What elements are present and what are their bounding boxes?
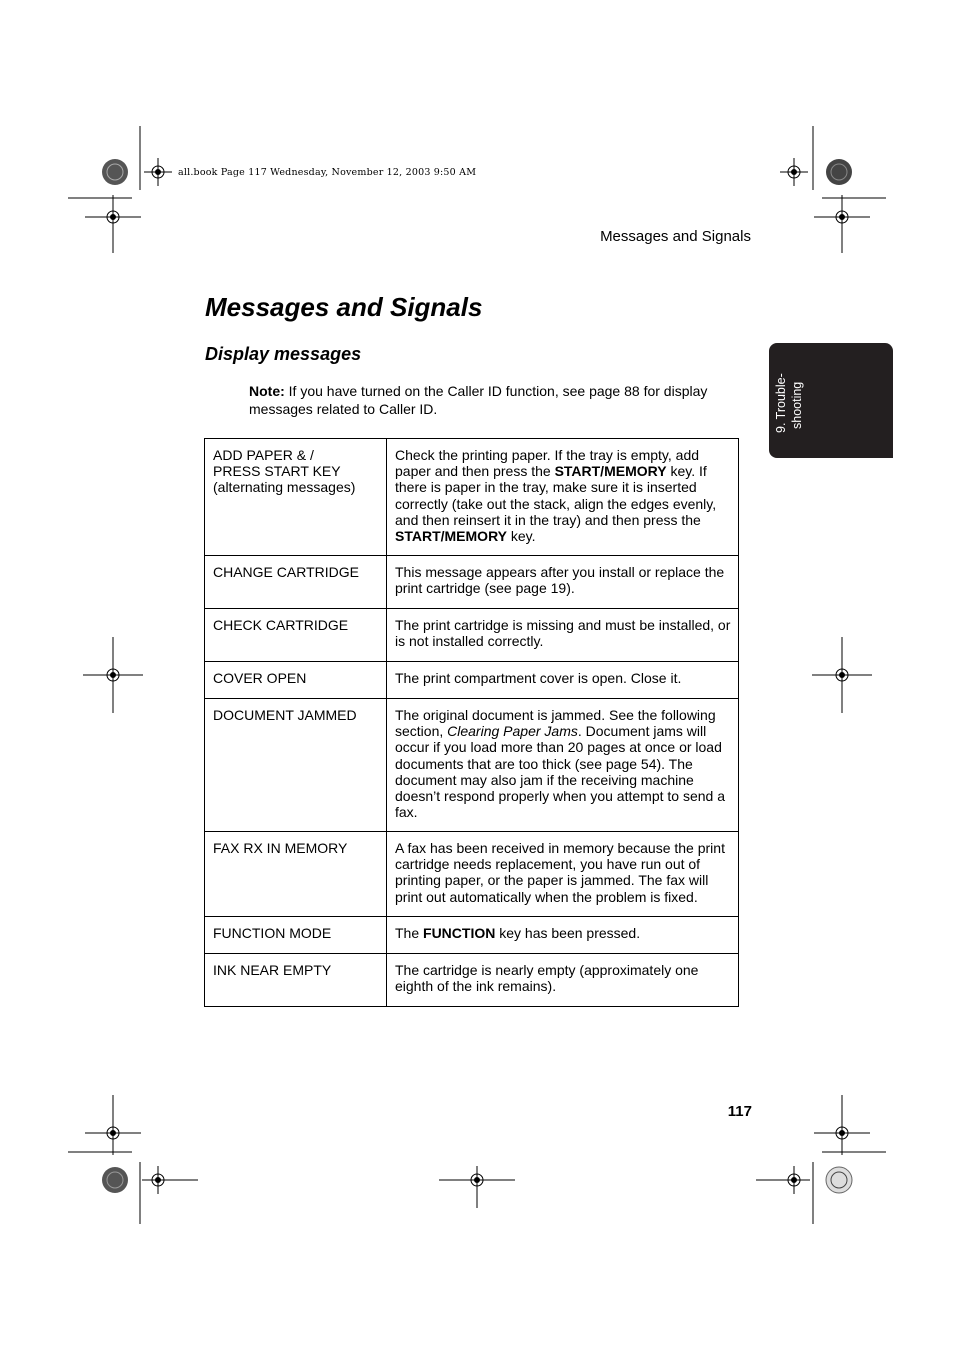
key-name: START/MEMORY [554,463,667,480]
message-line: INK NEAR EMPTY [213,962,332,978]
chapter-tab-line2: shooting [790,381,804,429]
description-text: key. [507,528,536,545]
chapter-tab-line1: 9. Trouble- [774,373,788,433]
description-cell [387,917,739,954]
description-text: The print cartridge is missing and must be installed, or is not installed correctly. [395,617,731,650]
description-text: The cartridge is nearly empty (approximately one eighth of the ink remains). [395,962,699,995]
key-name: FUNCTION [423,925,496,941]
table-row [205,662,739,699]
table-row [205,917,739,954]
display-messages-table [204,438,739,1007]
message-cell [205,439,387,556]
message-line: ADD PAPER & / [213,447,314,463]
message-cell [205,556,387,609]
description-cell [387,556,739,609]
message-line: FUNCTION MODE [213,925,332,941]
description-text: The [395,925,424,941]
note-paragraph [249,382,739,418]
message-cell [205,832,387,917]
message-cell [205,699,387,832]
page-title: Messages and Signals [205,292,483,322]
description-text: A fax has been received in memory because the print cartridge needs replacement, you have run out of printing paper, or the paper is jammed. The fax will print out automatically when the problem is fixed. [395,840,725,905]
description-text: The original document is jammed. See the following section, [395,707,716,740]
description-text: Check the printing paper. If the tray is empty, add paper and then press the [395,447,700,480]
table-row [205,954,739,1007]
message-line: DOCUMENT JAMMED [213,707,357,723]
table-row [205,556,739,609]
table-row [205,439,739,556]
description-cell [387,954,739,1007]
message-cell [205,917,387,954]
message-line: PRESS START KEY [213,463,341,480]
print-info-slug: all.book Page 117 Wednesday, November 12, 2003 9:50 AM [178,167,477,178]
description-text: key has been pressed. [495,925,641,941]
description-cell [387,662,739,699]
description-text: This message appears after you install or replace the print cartridge (see page 19). [395,564,725,597]
description-cell [387,609,739,662]
description-text: key. If there is paper in the tray, make sure it is inserted correctly (take out the stack, align the edges evenly, and then reinsert it in the tray) and then press the [395,463,717,528]
table-row [205,699,739,832]
description-cell [387,832,739,917]
note-text: If you have turned on the Caller ID function, see page 88 for display messages related to Caller ID. [249,383,708,417]
message-line: (alternating messages) [213,479,356,496]
running-header: Messages and Signals [600,228,751,245]
description-cell [387,699,739,832]
chapter-tab-label [771,357,831,437]
message-line: FAX RX IN MEMORY [213,840,348,856]
message-line: COVER OPEN [213,670,307,686]
note-label: Note: [249,383,285,399]
table-row [205,832,739,917]
page-number: 117 [727,1103,752,1120]
section-subtitle: Display messages [205,344,362,364]
message-cell [205,662,387,699]
message-line: CHECK CARTRIDGE [213,617,349,633]
description-text: . Document jams will occur if you load more than 20 pages at once or load documents that are too thick (see page 54). The document may also jam if the receiving machine doesn’t respond properly when you attempt to send a fax. [395,723,725,821]
message-line: CHANGE CARTRIDGE [213,564,359,580]
section-reference: Clearing Paper Jams [447,723,578,740]
description-cell [387,439,739,556]
description-text: The print compartment cover is open. Close it. [395,670,682,686]
message-cell [205,609,387,662]
key-name: START/MEMORY [395,528,507,545]
message-cell [205,954,387,1007]
table-row [205,609,739,662]
